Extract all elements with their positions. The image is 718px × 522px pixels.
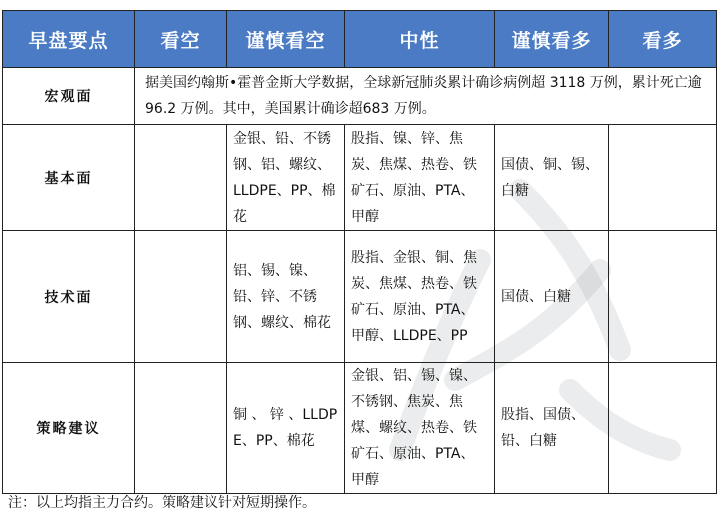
macro-text: 据美国约翰斯•霍普金斯大学数据，全球新冠肺炎累计确诊病例超 3118 万例，累计死亡逾 96.2 万例。其中，美国累计确诊超683 万例。 [135, 68, 717, 125]
strategy-bullish [609, 363, 717, 494]
table-row-macro [3, 68, 717, 125]
header-cautious-bearish: 谨慎看空 [227, 11, 345, 68]
header-morning-points: 早盘要点 [3, 11, 135, 68]
technical-cautious-bearish: 铝、锡、镍、铅、锌、不锈钢、螺纹、棉花 [227, 231, 345, 363]
fundamental-cautious-bullish: 国债、铜、锡、白糖 [495, 125, 609, 231]
header-neutral: 中性 [345, 11, 495, 68]
technical-neutral: 股指、金银、铜、焦炭、焦煤、热卷、铁矿石、原油、PTA、甲醇、LLDPE、PP [345, 231, 495, 363]
row-label-technical: 技术面 [3, 231, 135, 363]
row-label-fundamental: 基本面 [3, 125, 135, 231]
table-row-strategy [3, 363, 717, 494]
table-row-technical [3, 231, 717, 363]
technical-bullish [609, 231, 717, 363]
header-bullish: 看多 [609, 11, 717, 68]
market-view-table [2, 10, 717, 494]
row-label-macro: 宏观面 [3, 68, 135, 125]
fundamental-bullish [609, 125, 717, 231]
strategy-bearish [135, 363, 227, 494]
table-header-row [3, 11, 717, 68]
strategy-neutral: 金银、铝、锡、镍、不锈钢、焦炭、焦煤、螺纹、热卷、铁矿石、原油、PTA、甲醇 [345, 363, 495, 494]
header-cautious-bullish: 谨慎看多 [495, 11, 609, 68]
strategy-cautious-bearish: 铜 、 锌 、LLDPE、PP、棉花 [227, 363, 345, 494]
fundamental-neutral: 股指、镍、锌、焦炭、焦煤、热卷、铁矿石、原油、PTA、甲醇 [345, 125, 495, 231]
technical-cautious-bullish: 国债、白糖 [495, 231, 609, 363]
row-label-strategy: 策略建议 [3, 363, 135, 494]
technical-bearish [135, 231, 227, 363]
fundamental-bearish [135, 125, 227, 231]
fundamental-cautious-bearish: 金银、铅、不锈钢、铝、螺纹、 LLDPE、PP、棉花 [227, 125, 345, 231]
table-row-fundamental [3, 125, 717, 231]
header-bearish: 看空 [135, 11, 227, 68]
strategy-cautious-bullish: 股指、国债、铅、白糖 [495, 363, 609, 494]
footnote: 注：以上均指主力合约。策略建议针对短期操作。 [8, 495, 316, 511]
